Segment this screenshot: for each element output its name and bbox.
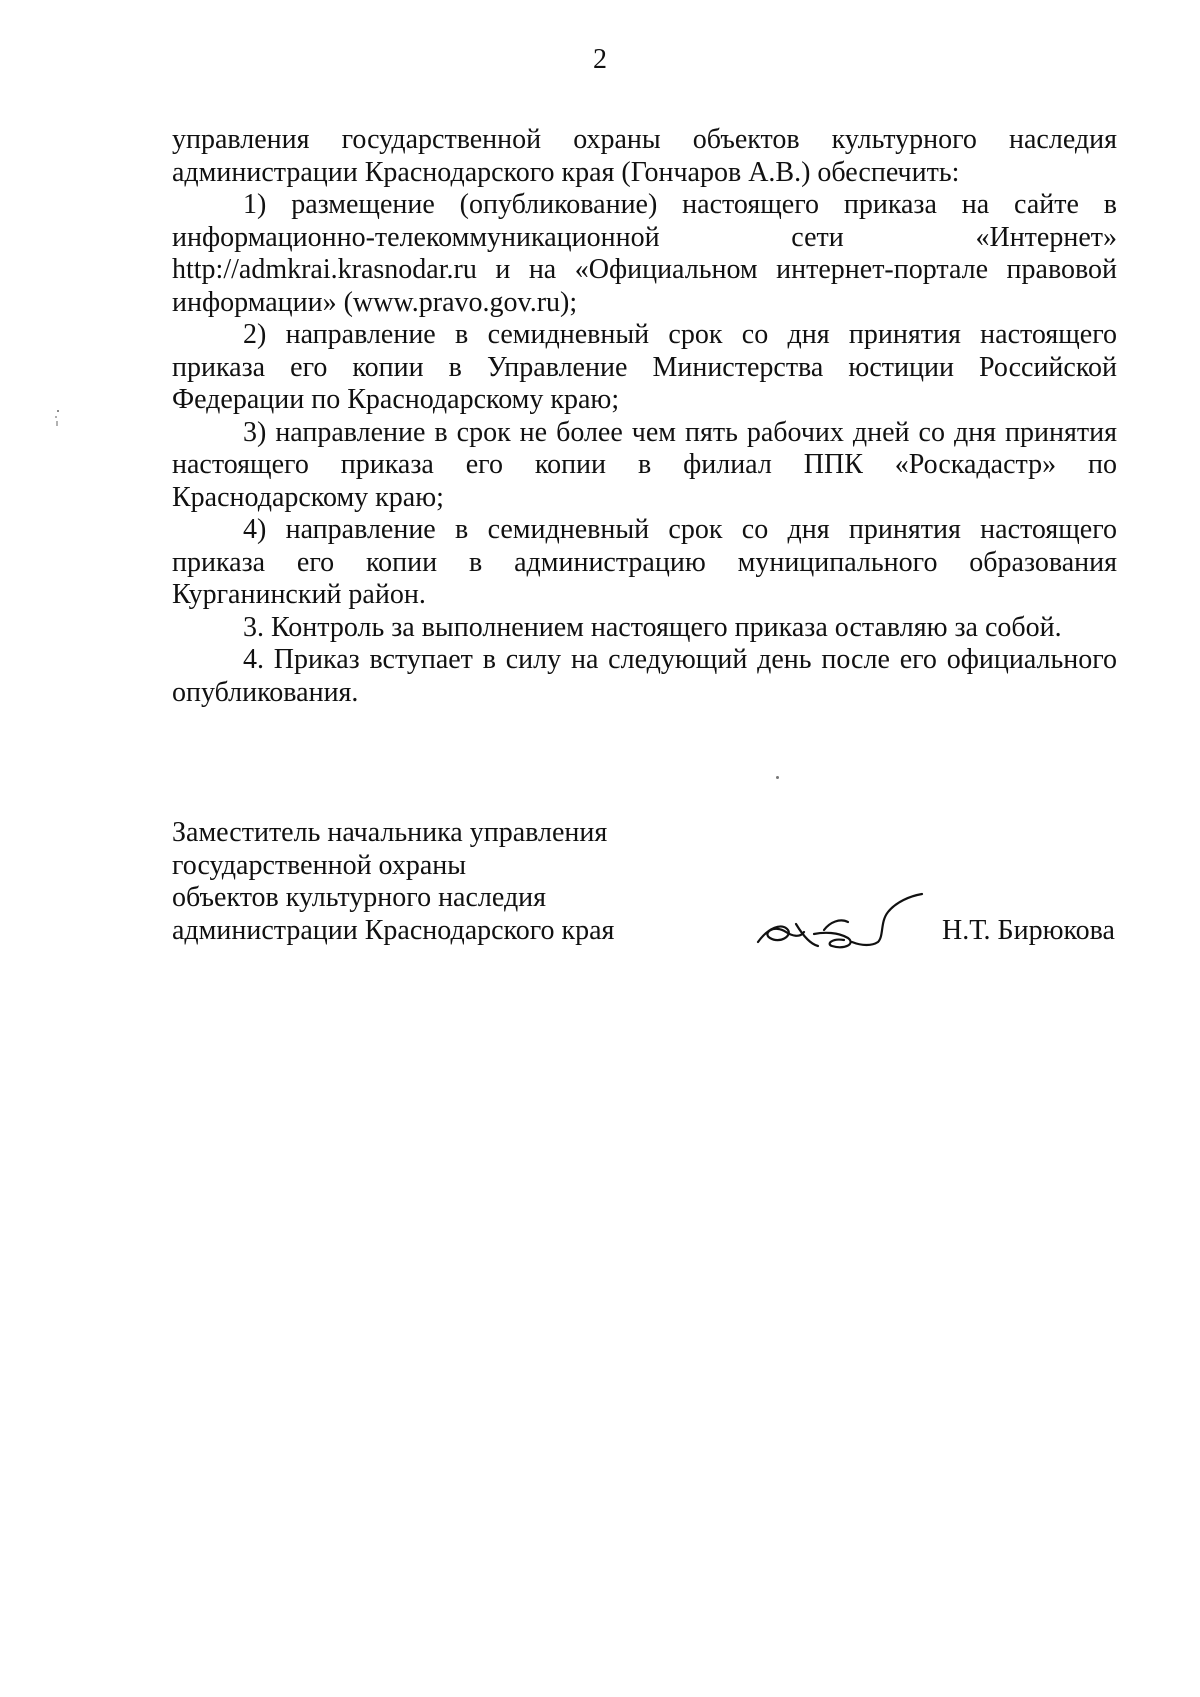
- paragraph-item-1: 1) размещение (опубликование) настоящего приказа на сайте в информационно-телекоммуникационной сети «Интернет» http://admkrai.krasnodar.ru и на «Официальном интернет-портале правовой информации» (www.pravo.gov.ru);: [172, 189, 1117, 318]
- scan-speck: [54, 408, 62, 428]
- page-number: 2: [593, 44, 607, 75]
- paragraph-item-2: 2) направление в семидневный срок со дня принятия настоящего приказа его копии в Управление Министерства юстиции Российской Федерации по Краснодарскому краю;: [172, 319, 1117, 415]
- signer-position-line-4: администрации Краснодарского края: [172, 914, 615, 946]
- signature-block: [172, 817, 1117, 947]
- signer-position-line-1: Заместитель начальника управления: [172, 817, 608, 848]
- paragraph-effective: 4. Приказ вступает в силу на следующий день после его официального опубликования.: [172, 644, 1117, 708]
- signer-name: Н.Т. Бирюкова: [942, 914, 1115, 946]
- paragraph-control: 3. Контроль за выполнением настоящего приказа оставляю за собой.: [243, 611, 1062, 643]
- scan-dot: [776, 776, 779, 779]
- paragraph-intro: управления государственной охраны объектов культурного наследия администрации Краснодарского края (Гончаров А.В.) обеспечить:: [172, 124, 1117, 188]
- paragraph-item-3: 3) направление в срок не более чем пять рабочих дней со дня принятия настоящего приказа его копии в филиал ППК «Роскадастр» по Краснодарскому краю;: [172, 416, 1117, 513]
- paragraph-item-4: 4) направление в семидневный срок со дня принятия настоящего приказа его копии в администрацию муниципального образования Курганинский район.: [172, 514, 1117, 610]
- document-body: [172, 124, 1117, 709]
- signer-position-line-2: государственной охраны: [172, 849, 467, 881]
- handwritten-signature: [740, 872, 940, 952]
- signer-position-line-3: объектов культурного наследия: [172, 882, 547, 913]
